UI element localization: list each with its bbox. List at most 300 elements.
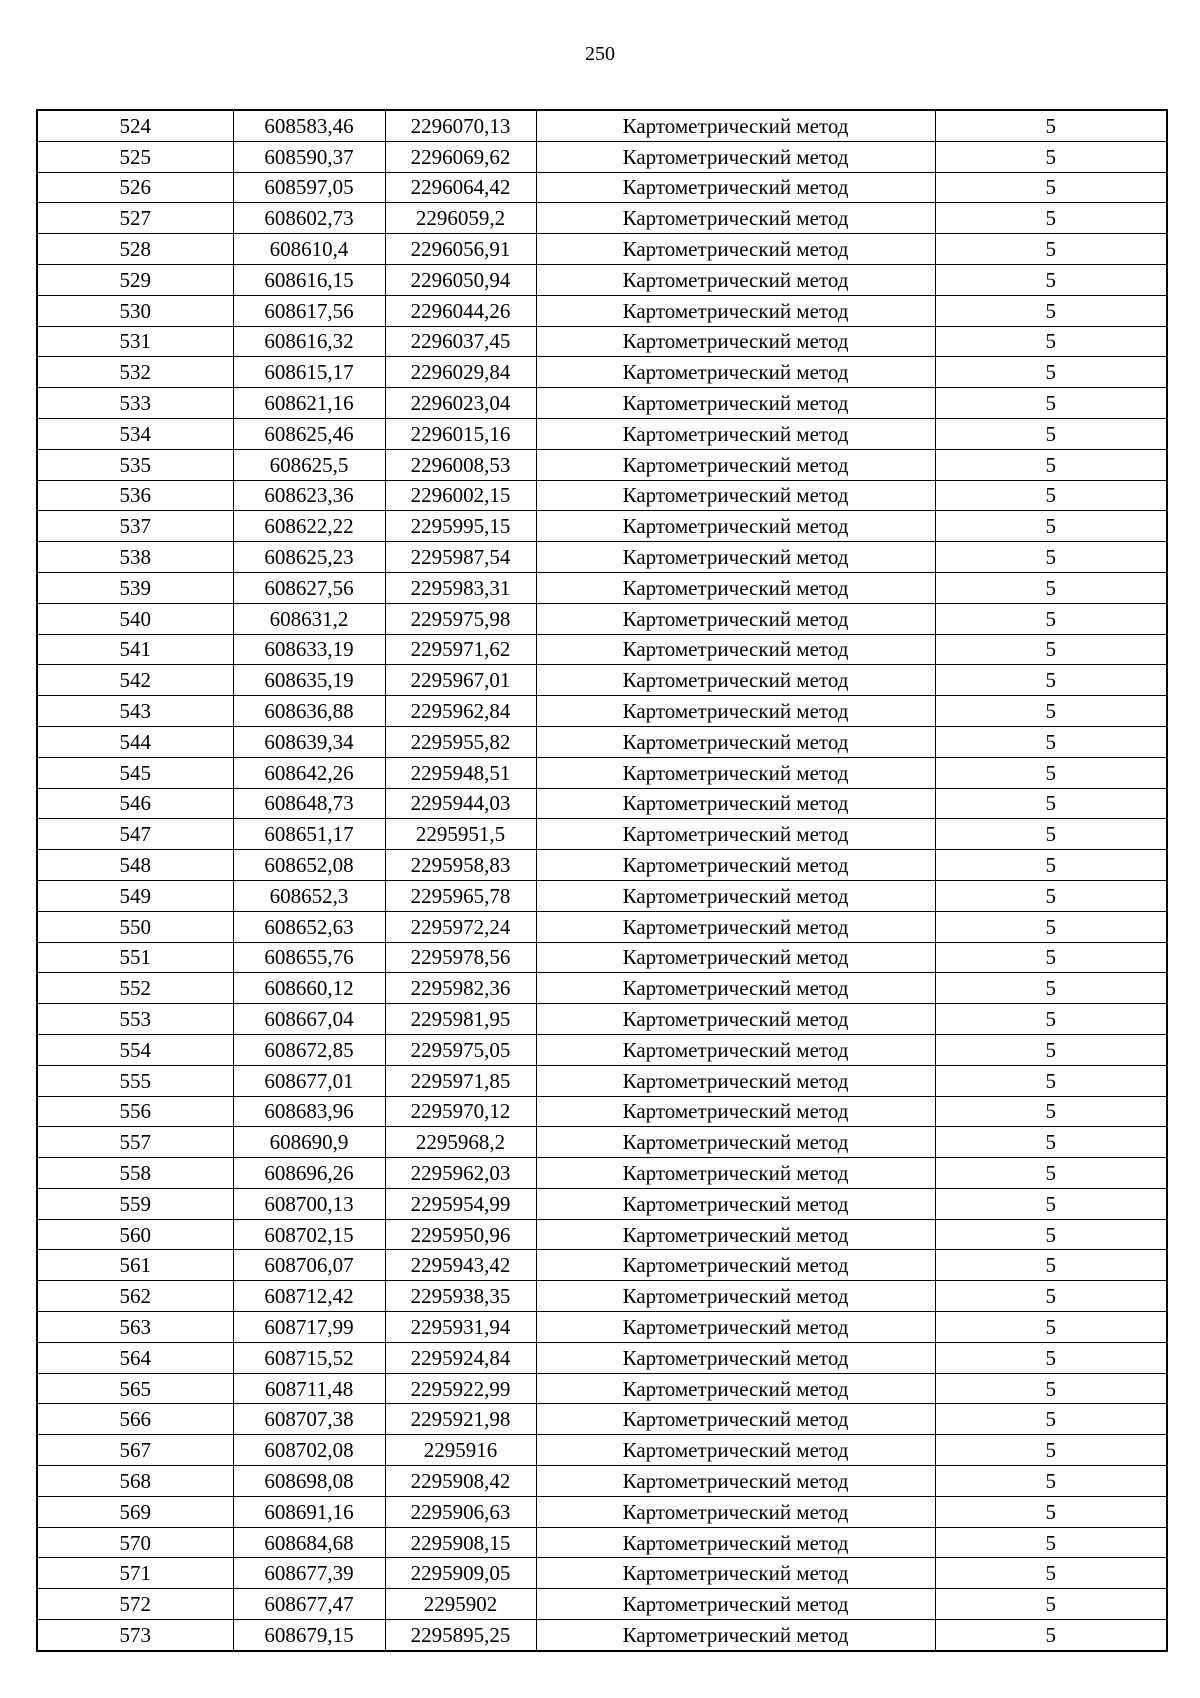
point-number-cell: 549 xyxy=(37,880,233,911)
accuracy-cell: 5 xyxy=(935,1065,1167,1096)
point-number-cell: 560 xyxy=(37,1219,233,1250)
x-coordinate-cell: 608672,85 xyxy=(233,1034,385,1065)
x-coordinate-cell: 608690,9 xyxy=(233,1127,385,1158)
accuracy-cell: 5 xyxy=(935,634,1167,665)
point-number-cell: 552 xyxy=(37,973,233,1004)
point-number-cell: 538 xyxy=(37,542,233,573)
table-row xyxy=(37,603,1167,634)
method-cell: Картометрический метод xyxy=(536,1342,935,1373)
y-coordinate-cell: 2295906,63 xyxy=(385,1496,536,1527)
point-number-cell: 545 xyxy=(37,757,233,788)
x-coordinate-cell: 608610,4 xyxy=(233,234,385,265)
accuracy-cell: 5 xyxy=(935,942,1167,973)
accuracy-cell: 5 xyxy=(935,326,1167,357)
table-row xyxy=(37,449,1167,480)
x-coordinate-cell: 608622,22 xyxy=(233,511,385,542)
y-coordinate-cell: 2295924,84 xyxy=(385,1342,536,1373)
method-cell: Картометрический метод xyxy=(536,326,935,357)
table-row xyxy=(37,1219,1167,1250)
accuracy-cell: 5 xyxy=(935,880,1167,911)
table-row xyxy=(37,1404,1167,1435)
y-coordinate-cell: 2295895,25 xyxy=(385,1620,536,1651)
point-number-cell: 569 xyxy=(37,1496,233,1527)
point-number-cell: 568 xyxy=(37,1466,233,1497)
x-coordinate-cell: 608627,56 xyxy=(233,572,385,603)
point-number-cell: 546 xyxy=(37,788,233,819)
x-coordinate-cell: 608639,34 xyxy=(233,726,385,757)
x-coordinate-cell: 608636,88 xyxy=(233,696,385,727)
table-row xyxy=(37,388,1167,419)
y-coordinate-cell: 2296069,62 xyxy=(385,141,536,172)
y-coordinate-cell: 2296059,2 xyxy=(385,203,536,234)
x-coordinate-cell: 608706,07 xyxy=(233,1250,385,1281)
y-coordinate-cell: 2296008,53 xyxy=(385,449,536,480)
y-coordinate-cell: 2296044,26 xyxy=(385,295,536,326)
method-cell: Картометрический метод xyxy=(536,264,935,295)
method-cell: Картометрический метод xyxy=(536,1527,935,1558)
table-row xyxy=(37,1373,1167,1404)
method-cell: Картометрический метод xyxy=(536,634,935,665)
table-row xyxy=(37,357,1167,388)
x-coordinate-cell: 608615,17 xyxy=(233,357,385,388)
x-coordinate-cell: 608691,16 xyxy=(233,1496,385,1527)
table-row xyxy=(37,880,1167,911)
method-cell: Картометрический метод xyxy=(536,819,935,850)
table-row xyxy=(37,942,1167,973)
point-number-cell: 563 xyxy=(37,1312,233,1343)
y-coordinate-cell: 2295943,42 xyxy=(385,1250,536,1281)
accuracy-cell: 5 xyxy=(935,973,1167,1004)
point-number-cell: 529 xyxy=(37,264,233,295)
table-row xyxy=(37,1281,1167,1312)
point-number-cell: 553 xyxy=(37,1004,233,1035)
point-number-cell: 562 xyxy=(37,1281,233,1312)
y-coordinate-cell: 2295954,99 xyxy=(385,1188,536,1219)
point-number-cell: 544 xyxy=(37,726,233,757)
point-number-cell: 533 xyxy=(37,388,233,419)
table-row xyxy=(37,203,1167,234)
y-coordinate-cell: 2295955,82 xyxy=(385,726,536,757)
x-coordinate-cell: 608635,19 xyxy=(233,665,385,696)
table-row xyxy=(37,141,1167,172)
y-coordinate-cell: 2296037,45 xyxy=(385,326,536,357)
method-cell: Картометрический метод xyxy=(536,234,935,265)
point-number-cell: 551 xyxy=(37,942,233,973)
x-coordinate-cell: 608700,13 xyxy=(233,1188,385,1219)
accuracy-cell: 5 xyxy=(935,1558,1167,1589)
x-coordinate-cell: 608677,47 xyxy=(233,1589,385,1620)
accuracy-cell: 5 xyxy=(935,357,1167,388)
accuracy-cell: 5 xyxy=(935,172,1167,203)
x-coordinate-cell: 608616,15 xyxy=(233,264,385,295)
method-cell: Картометрический метод xyxy=(536,726,935,757)
accuracy-cell: 5 xyxy=(935,911,1167,942)
table-row xyxy=(37,1096,1167,1127)
method-cell: Картометрический метод xyxy=(536,1188,935,1219)
method-cell: Картометрический метод xyxy=(536,880,935,911)
y-coordinate-cell: 2296023,04 xyxy=(385,388,536,419)
x-coordinate-cell: 608652,63 xyxy=(233,911,385,942)
y-coordinate-cell: 2295908,42 xyxy=(385,1466,536,1497)
point-number-cell: 536 xyxy=(37,480,233,511)
accuracy-cell: 5 xyxy=(935,1373,1167,1404)
table-row xyxy=(37,819,1167,850)
x-coordinate-cell: 608625,46 xyxy=(233,418,385,449)
point-number-cell: 540 xyxy=(37,603,233,634)
y-coordinate-cell: 2295975,05 xyxy=(385,1034,536,1065)
method-cell: Картометрический метод xyxy=(536,665,935,696)
y-coordinate-cell: 2295987,54 xyxy=(385,542,536,573)
point-number-cell: 547 xyxy=(37,819,233,850)
y-coordinate-cell: 2295921,98 xyxy=(385,1404,536,1435)
y-coordinate-cell: 2295916 xyxy=(385,1435,536,1466)
point-number-cell: 537 xyxy=(37,511,233,542)
accuracy-cell: 5 xyxy=(935,757,1167,788)
method-cell: Картометрический метод xyxy=(536,1219,935,1250)
method-cell: Картометрический метод xyxy=(536,110,935,141)
table-row xyxy=(37,1250,1167,1281)
accuracy-cell: 5 xyxy=(935,819,1167,850)
y-coordinate-cell: 2295908,15 xyxy=(385,1527,536,1558)
table-row xyxy=(37,1342,1167,1373)
x-coordinate-cell: 608712,42 xyxy=(233,1281,385,1312)
accuracy-cell: 5 xyxy=(935,1034,1167,1065)
method-cell: Картометрический метод xyxy=(536,1496,935,1527)
y-coordinate-cell: 2296070,13 xyxy=(385,110,536,141)
method-cell: Картометрический метод xyxy=(536,696,935,727)
table-row xyxy=(37,1620,1167,1651)
x-coordinate-cell: 608642,26 xyxy=(233,757,385,788)
point-number-cell: 535 xyxy=(37,449,233,480)
accuracy-cell: 5 xyxy=(935,110,1167,141)
y-coordinate-cell: 2295995,15 xyxy=(385,511,536,542)
x-coordinate-cell: 608707,38 xyxy=(233,1404,385,1435)
method-cell: Картометрический метод xyxy=(536,511,935,542)
method-cell: Картометрический метод xyxy=(536,1065,935,1096)
method-cell: Картометрический метод xyxy=(536,203,935,234)
accuracy-cell: 5 xyxy=(935,1404,1167,1435)
y-coordinate-cell: 2295967,01 xyxy=(385,665,536,696)
accuracy-cell: 5 xyxy=(935,418,1167,449)
method-cell: Картометрический метод xyxy=(536,1558,935,1589)
method-cell: Картометрический метод xyxy=(536,788,935,819)
accuracy-cell: 5 xyxy=(935,511,1167,542)
accuracy-cell: 5 xyxy=(935,234,1167,265)
y-coordinate-cell: 2296015,16 xyxy=(385,418,536,449)
x-coordinate-cell: 608652,08 xyxy=(233,850,385,881)
method-cell: Картометрический метод xyxy=(536,1096,935,1127)
accuracy-cell: 5 xyxy=(935,264,1167,295)
x-coordinate-cell: 608617,56 xyxy=(233,295,385,326)
method-cell: Картометрический метод xyxy=(536,911,935,942)
x-coordinate-cell: 608679,15 xyxy=(233,1620,385,1651)
method-cell: Картометрический метод xyxy=(536,1004,935,1035)
point-number-cell: 559 xyxy=(37,1188,233,1219)
accuracy-cell: 5 xyxy=(935,1127,1167,1158)
point-number-cell: 541 xyxy=(37,634,233,665)
y-coordinate-cell: 2295962,03 xyxy=(385,1158,536,1189)
accuracy-cell: 5 xyxy=(935,1496,1167,1527)
point-number-cell: 526 xyxy=(37,172,233,203)
accuracy-cell: 5 xyxy=(935,388,1167,419)
table-row xyxy=(37,788,1167,819)
x-coordinate-cell: 608698,08 xyxy=(233,1466,385,1497)
y-coordinate-cell: 2295965,78 xyxy=(385,880,536,911)
table-row xyxy=(37,572,1167,603)
point-number-cell: 550 xyxy=(37,911,233,942)
x-coordinate-cell: 608715,52 xyxy=(233,1342,385,1373)
method-cell: Картометрический метод xyxy=(536,1435,935,1466)
table-row xyxy=(37,665,1167,696)
method-cell: Картометрический метод xyxy=(536,449,935,480)
method-cell: Картометрический метод xyxy=(536,1589,935,1620)
y-coordinate-cell: 2295983,31 xyxy=(385,572,536,603)
accuracy-cell: 5 xyxy=(935,295,1167,326)
table-row xyxy=(37,264,1167,295)
x-coordinate-cell: 608633,19 xyxy=(233,634,385,665)
point-number-cell: 556 xyxy=(37,1096,233,1127)
table-row xyxy=(37,1312,1167,1343)
x-coordinate-cell: 608597,05 xyxy=(233,172,385,203)
accuracy-cell: 5 xyxy=(935,696,1167,727)
y-coordinate-cell: 2295968,2 xyxy=(385,1127,536,1158)
x-coordinate-cell: 608590,37 xyxy=(233,141,385,172)
method-cell: Картометрический метод xyxy=(536,757,935,788)
method-cell: Картометрический метод xyxy=(536,1158,935,1189)
point-number-cell: 572 xyxy=(37,1589,233,1620)
table-row xyxy=(37,1558,1167,1589)
method-cell: Картометрический метод xyxy=(536,850,935,881)
coordinates-table xyxy=(36,109,1168,1652)
y-coordinate-cell: 2295951,5 xyxy=(385,819,536,850)
y-coordinate-cell: 2295958,83 xyxy=(385,850,536,881)
method-cell: Картометрический метод xyxy=(536,388,935,419)
method-cell: Картометрический метод xyxy=(536,141,935,172)
accuracy-cell: 5 xyxy=(935,726,1167,757)
x-coordinate-cell: 608683,96 xyxy=(233,1096,385,1127)
accuracy-cell: 5 xyxy=(935,1620,1167,1651)
accuracy-cell: 5 xyxy=(935,665,1167,696)
point-number-cell: 542 xyxy=(37,665,233,696)
point-number-cell: 571 xyxy=(37,1558,233,1589)
table-row xyxy=(37,1466,1167,1497)
y-coordinate-cell: 2295970,12 xyxy=(385,1096,536,1127)
y-coordinate-cell: 2295971,85 xyxy=(385,1065,536,1096)
accuracy-cell: 5 xyxy=(935,850,1167,881)
accuracy-cell: 5 xyxy=(935,1096,1167,1127)
point-number-cell: 532 xyxy=(37,357,233,388)
method-cell: Картометрический метод xyxy=(536,1620,935,1651)
y-coordinate-cell: 2295909,05 xyxy=(385,1558,536,1589)
y-coordinate-cell: 2295902 xyxy=(385,1589,536,1620)
table-row xyxy=(37,1188,1167,1219)
point-number-cell: 565 xyxy=(37,1373,233,1404)
point-number-cell: 570 xyxy=(37,1527,233,1558)
method-cell: Картометрический метод xyxy=(536,295,935,326)
point-number-cell: 566 xyxy=(37,1404,233,1435)
x-coordinate-cell: 608711,48 xyxy=(233,1373,385,1404)
y-coordinate-cell: 2296050,94 xyxy=(385,264,536,295)
table-row xyxy=(37,172,1167,203)
accuracy-cell: 5 xyxy=(935,1250,1167,1281)
point-number-cell: 528 xyxy=(37,234,233,265)
x-coordinate-cell: 608652,3 xyxy=(233,880,385,911)
coordinates-table-body xyxy=(37,110,1167,1651)
method-cell: Картометрический метод xyxy=(536,973,935,1004)
method-cell: Картометрический метод xyxy=(536,1034,935,1065)
y-coordinate-cell: 2295950,96 xyxy=(385,1219,536,1250)
point-number-cell: 561 xyxy=(37,1250,233,1281)
y-coordinate-cell: 2295962,84 xyxy=(385,696,536,727)
x-coordinate-cell: 608623,36 xyxy=(233,480,385,511)
x-coordinate-cell: 608621,16 xyxy=(233,388,385,419)
point-number-cell: 564 xyxy=(37,1342,233,1373)
x-coordinate-cell: 608625,23 xyxy=(233,542,385,573)
accuracy-cell: 5 xyxy=(935,572,1167,603)
point-number-cell: 557 xyxy=(37,1127,233,1158)
x-coordinate-cell: 608651,17 xyxy=(233,819,385,850)
table-row xyxy=(37,1158,1167,1189)
x-coordinate-cell: 608677,39 xyxy=(233,1558,385,1589)
point-number-cell: 525 xyxy=(37,141,233,172)
x-coordinate-cell: 608667,04 xyxy=(233,1004,385,1035)
point-number-cell: 554 xyxy=(37,1034,233,1065)
accuracy-cell: 5 xyxy=(935,449,1167,480)
accuracy-cell: 5 xyxy=(935,141,1167,172)
table-row xyxy=(37,1527,1167,1558)
point-number-cell: 527 xyxy=(37,203,233,234)
method-cell: Картометрический метод xyxy=(536,418,935,449)
page-number: 250 xyxy=(585,43,615,65)
y-coordinate-cell: 2295938,35 xyxy=(385,1281,536,1312)
y-coordinate-cell: 2295978,56 xyxy=(385,942,536,973)
y-coordinate-cell: 2296064,42 xyxy=(385,172,536,203)
point-number-cell: 573 xyxy=(37,1620,233,1651)
point-number-cell: 558 xyxy=(37,1158,233,1189)
y-coordinate-cell: 2296056,91 xyxy=(385,234,536,265)
table-row xyxy=(37,696,1167,727)
x-coordinate-cell: 608684,68 xyxy=(233,1527,385,1558)
x-coordinate-cell: 608655,76 xyxy=(233,942,385,973)
point-number-cell: 555 xyxy=(37,1065,233,1096)
accuracy-cell: 5 xyxy=(935,1527,1167,1558)
table-row xyxy=(37,634,1167,665)
y-coordinate-cell: 2295971,62 xyxy=(385,634,536,665)
accuracy-cell: 5 xyxy=(935,1219,1167,1250)
method-cell: Картометрический метод xyxy=(536,1250,935,1281)
table-row xyxy=(37,1496,1167,1527)
table-row xyxy=(37,850,1167,881)
y-coordinate-cell: 2295944,03 xyxy=(385,788,536,819)
point-number-cell: 524 xyxy=(37,110,233,141)
point-number-cell: 548 xyxy=(37,850,233,881)
y-coordinate-cell: 2295922,99 xyxy=(385,1373,536,1404)
accuracy-cell: 5 xyxy=(935,1589,1167,1620)
x-coordinate-cell: 608631,2 xyxy=(233,603,385,634)
method-cell: Картометрический метод xyxy=(536,603,935,634)
method-cell: Картометрический метод xyxy=(536,1466,935,1497)
x-coordinate-cell: 608660,12 xyxy=(233,973,385,1004)
y-coordinate-cell: 2295981,95 xyxy=(385,1004,536,1035)
table-row xyxy=(37,295,1167,326)
y-coordinate-cell: 2296002,15 xyxy=(385,480,536,511)
method-cell: Картометрический метод xyxy=(536,572,935,603)
x-coordinate-cell: 608616,32 xyxy=(233,326,385,357)
method-cell: Картометрический метод xyxy=(536,1404,935,1435)
point-number-cell: 534 xyxy=(37,418,233,449)
accuracy-cell: 5 xyxy=(935,1342,1167,1373)
accuracy-cell: 5 xyxy=(935,1158,1167,1189)
accuracy-cell: 5 xyxy=(935,1004,1167,1035)
y-coordinate-cell: 2295931,94 xyxy=(385,1312,536,1343)
table-row xyxy=(37,511,1167,542)
accuracy-cell: 5 xyxy=(935,603,1167,634)
accuracy-cell: 5 xyxy=(935,1281,1167,1312)
table-row xyxy=(37,234,1167,265)
method-cell: Картометрический метод xyxy=(536,542,935,573)
accuracy-cell: 5 xyxy=(935,788,1167,819)
y-coordinate-cell: 2296029,84 xyxy=(385,357,536,388)
x-coordinate-cell: 608648,73 xyxy=(233,788,385,819)
x-coordinate-cell: 608583,46 xyxy=(233,110,385,141)
accuracy-cell: 5 xyxy=(935,542,1167,573)
table-row xyxy=(37,418,1167,449)
table-row xyxy=(37,1589,1167,1620)
table-row xyxy=(37,480,1167,511)
y-coordinate-cell: 2295982,36 xyxy=(385,973,536,1004)
table-row xyxy=(37,110,1167,141)
x-coordinate-cell: 608717,99 xyxy=(233,1312,385,1343)
x-coordinate-cell: 608702,15 xyxy=(233,1219,385,1250)
accuracy-cell: 5 xyxy=(935,203,1167,234)
table-row xyxy=(37,1065,1167,1096)
method-cell: Картометрический метод xyxy=(536,942,935,973)
accuracy-cell: 5 xyxy=(935,1466,1167,1497)
table-row xyxy=(37,542,1167,573)
x-coordinate-cell: 608602,73 xyxy=(233,203,385,234)
table-row xyxy=(37,973,1167,1004)
method-cell: Картометрический метод xyxy=(536,1281,935,1312)
method-cell: Картометрический метод xyxy=(536,480,935,511)
accuracy-cell: 5 xyxy=(935,1435,1167,1466)
table-row xyxy=(37,1004,1167,1035)
method-cell: Картометрический метод xyxy=(536,1312,935,1343)
point-number-cell: 539 xyxy=(37,572,233,603)
point-number-cell: 531 xyxy=(37,326,233,357)
table-row xyxy=(37,757,1167,788)
method-cell: Картометрический метод xyxy=(536,172,935,203)
table-row xyxy=(37,1127,1167,1158)
table-row xyxy=(37,1435,1167,1466)
point-number-cell: 567 xyxy=(37,1435,233,1466)
method-cell: Картометрический метод xyxy=(536,357,935,388)
method-cell: Картометрический метод xyxy=(536,1127,935,1158)
method-cell: Картометрический метод xyxy=(536,1373,935,1404)
table-row xyxy=(37,1034,1167,1065)
y-coordinate-cell: 2295972,24 xyxy=(385,911,536,942)
x-coordinate-cell: 608625,5 xyxy=(233,449,385,480)
table-row xyxy=(37,326,1167,357)
accuracy-cell: 5 xyxy=(935,480,1167,511)
x-coordinate-cell: 608696,26 xyxy=(233,1158,385,1189)
y-coordinate-cell: 2295975,98 xyxy=(385,603,536,634)
y-coordinate-cell: 2295948,51 xyxy=(385,757,536,788)
x-coordinate-cell: 608702,08 xyxy=(233,1435,385,1466)
x-coordinate-cell: 608677,01 xyxy=(233,1065,385,1096)
point-number-cell: 530 xyxy=(37,295,233,326)
table-row xyxy=(37,911,1167,942)
table-row xyxy=(37,726,1167,757)
